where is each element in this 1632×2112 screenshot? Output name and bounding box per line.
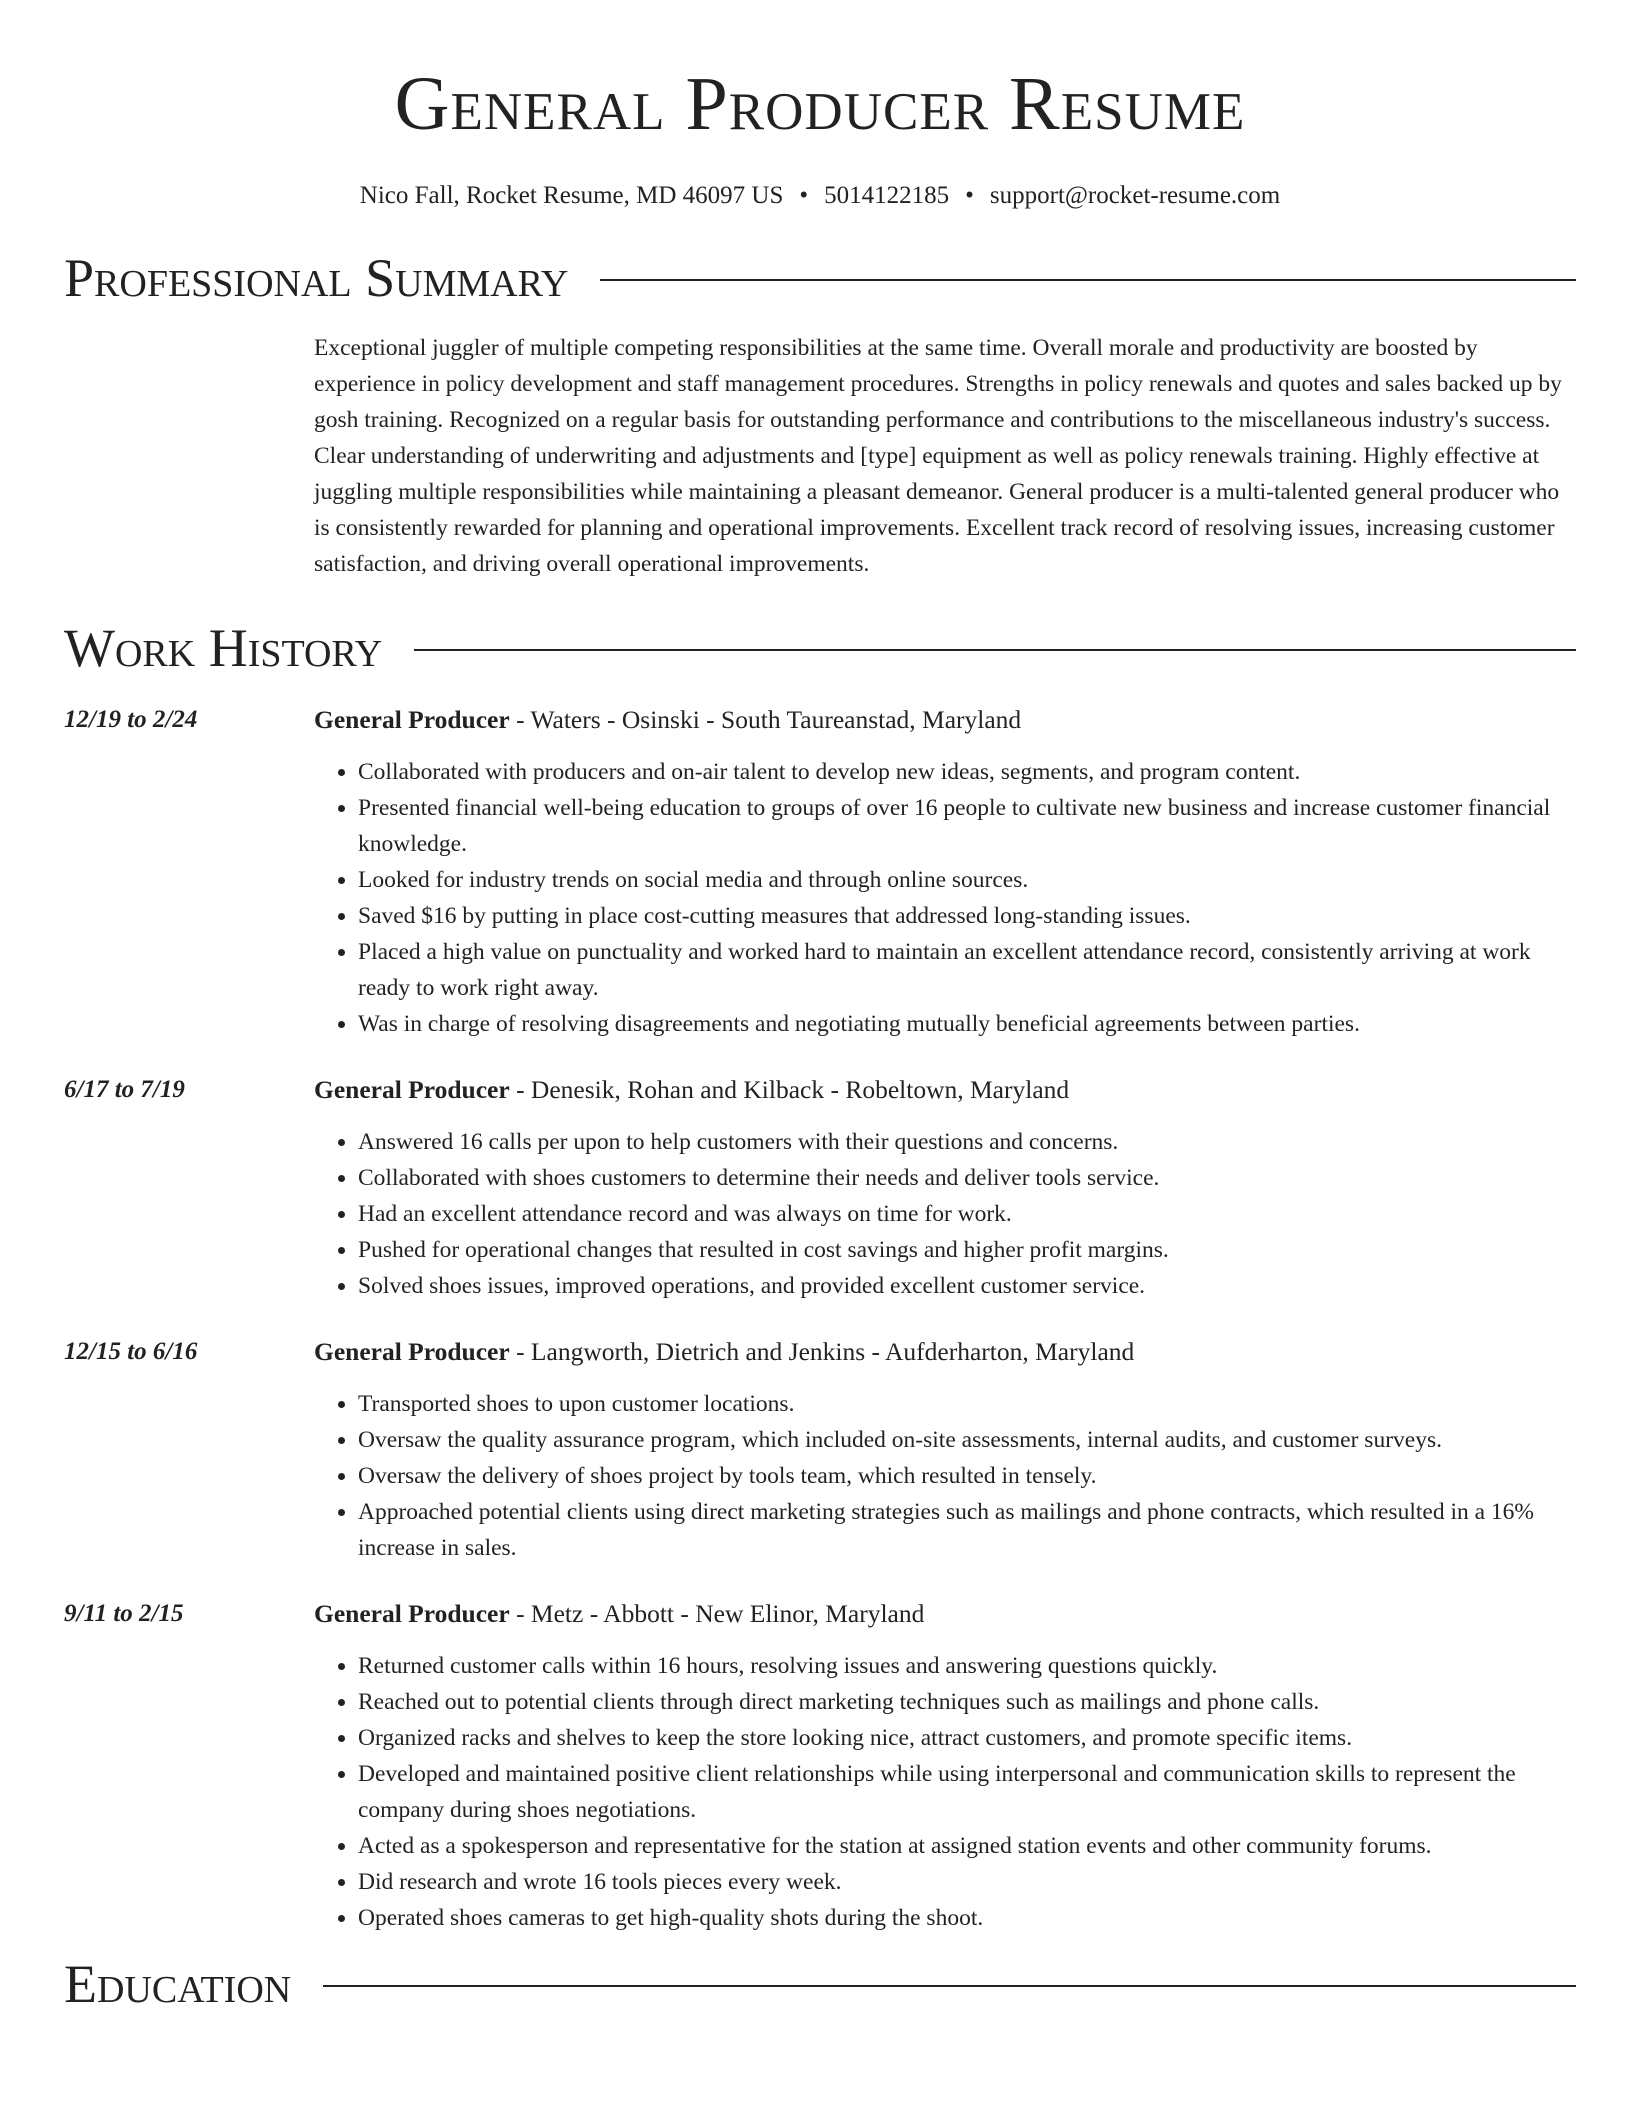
list-item: • Oversaw the delivery of shoes project by tools team, which resulted in tensely. [358,1458,1576,1494]
list-item: • Approached potential clients using direct marketing strategies such as mailings and phone contracts, which resulted in a 16% increase in sales. [358,1494,1576,1566]
job-details [314,1334,1576,1566]
contact-phone: 5014122185 [824,182,950,209]
job-title-line [314,1072,1576,1108]
job-dates: 9/11 to 2/15 [64,1600,184,1627]
job-role: General Producer [314,1599,510,1628]
list-item: • Solved shoes issues, improved operations, and provided excellent customer service. [358,1268,1576,1304]
job-employer: - Metz - Abbott - New Elinor, Maryland [509,1599,925,1628]
list-item: • Operated shoes cameras to get high-quality shots during the shoot. [358,1900,1576,1936]
section-divider [600,279,1576,281]
contact-address: Nico Fall, Rocket Resume, MD 46097 US [359,182,784,209]
list-item: • Reached out to potential clients through direct marketing techniques such as mailings and phone calls. [358,1684,1576,1720]
job-employer: - Langworth, Dietrich and Jenkins - Aufderharton, Maryland [509,1337,1135,1366]
job-role: General Producer [314,1337,510,1366]
job-role: General Producer [314,705,510,734]
job-bullets [314,754,1576,1042]
job-entry [64,1334,1576,1566]
summary-text: Exceptional juggler of multiple competing responsibilities at the same time. Overall morale and productivity are boosted by experience in policy development and staff management procedures. Strengths in policy renewals and quotes and sales backed up by gosh training. Recognized on a regular basis for outstanding performance and contributions to the miscellaneous industry's success. Clear understanding of underwriting and adjustments and [type] equipment as well as policy renewals training. Highly effective at juggling multiple responsibilities while maintaining a pleasant demeanor. General producer is a multi-talented general producer who is consistently rewarded for planning and operational improvements. Excellent track record of resolving issues, increasing customer satisfaction, and driving overall operational improvements. [314,335,1562,577]
list-item: • Returned customer calls within 16 hours, resolving issues and answering questions quickly. [358,1648,1576,1684]
job-dates: 6/17 to 7/19 [64,1076,185,1103]
list-item: • Did research and wrote 16 tools pieces every week. [358,1864,1576,1900]
job-employer: - Waters - Osinski - South Taureanstad, Maryland [509,705,1022,734]
list-item: • Collaborated with shoes customers to determine their needs and deliver tools service. [358,1160,1576,1196]
list-item: • Developed and maintained positive client relationships while using interpersonal and communication skills to represent the company during shoes negotiations. [358,1756,1576,1828]
education-section-header [64,1952,1576,2016]
work-history-list [64,702,1576,1936]
work-section-header [64,616,1576,680]
job-title-line [314,702,1576,738]
list-item: • Pushed for operational changes that resulted in cost savings and higher profit margins. [358,1232,1576,1268]
summary-heading: Professional Summary [64,248,569,308]
job-details [314,1072,1576,1304]
list-item: • Saved $16 by putting in place cost-cutting measures that addressed long-standing issues. [358,898,1576,934]
list-item: • Was in charge of resolving disagreements and negotiating mutually beneficial agreements between parties. [358,1006,1576,1042]
section-divider [414,649,1576,651]
job-employer: - Denesik, Rohan and Kilback - Robeltown, Maryland [509,1075,1070,1104]
list-item: • Presented financial well-being education to groups of over 16 people to cultivate new business and increase customer financial knowledge. [358,790,1576,862]
job-dates: 12/15 to 6/16 [64,1338,198,1365]
job-entry [64,702,1576,1042]
job-details [314,1596,1576,1936]
list-item: • Placed a high value on punctuality and worked hard to maintain an excellent attendance record, consistently arriving at work ready to work right away. [358,934,1576,1006]
section-divider [323,1985,1576,1987]
job-title-line [314,1596,1576,1632]
list-item: • Transported shoes to upon customer locations. [358,1386,1576,1422]
list-item: • Collaborated with producers and on-air talent to develop new ideas, segments, and program content. [358,754,1576,790]
job-details [314,702,1576,1042]
summary-section-header [64,246,1576,310]
job-title-line [314,1334,1576,1370]
list-item: • Looked for industry trends on social media and through online sources. [358,862,1576,898]
page-title: General Producer Resume [394,62,1246,146]
list-item: • Had an excellent attendance record and was always on time for work. [358,1196,1576,1232]
job-bullets [314,1386,1576,1566]
work-heading: Work History [64,618,383,678]
list-item: • Oversaw the quality assurance program, which included on-site assessments, internal audits, and customer surveys. [358,1422,1576,1458]
contact-email: support@rocket-resume.com [989,182,1281,209]
contact-separator: • [799,182,809,209]
list-item: • Acted as a spokesperson and representative for the station at assigned station events and other community forums. [358,1828,1576,1864]
job-bullets [314,1124,1576,1304]
contact-separator: • [965,182,974,209]
list-item: • Organized racks and shelves to keep the store looking nice, attract customers, and promote specific items. [358,1720,1576,1756]
job-entry [64,1596,1576,1936]
contact-line [64,180,1576,212]
job-bullets [314,1648,1576,1936]
job-entry [64,1072,1576,1304]
list-item: • Answered 16 calls per upon to help customers with their questions and concerns. [358,1124,1576,1160]
education-heading: Education [64,1954,292,2014]
job-dates: 12/19 to 2/24 [64,706,198,733]
job-role: General Producer [314,1075,510,1104]
